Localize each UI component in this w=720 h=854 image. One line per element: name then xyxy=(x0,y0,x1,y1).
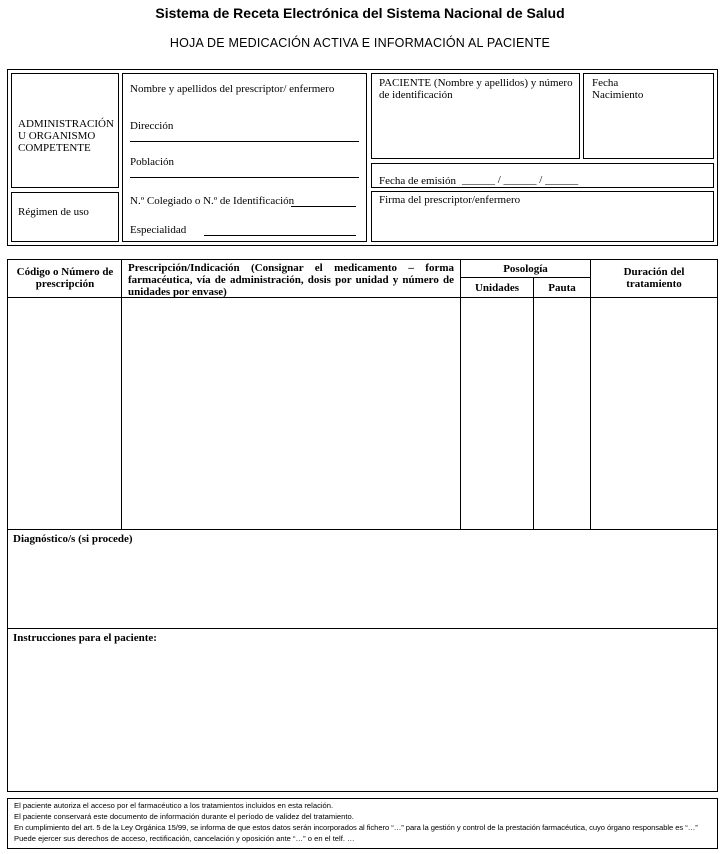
prescriber-name-label: Nombre y apellidos del prescriptor/ enfermero xyxy=(130,83,335,95)
footer-line: Puede ejercer sus derechos de acceso, rectificación, cancelación y oposición ante “…” o en el telf. … xyxy=(14,834,355,843)
table-col-divider xyxy=(121,260,122,530)
patient-box xyxy=(371,73,580,159)
col-duration-header: Duración del tratamiento xyxy=(623,266,685,290)
address-line xyxy=(130,141,359,142)
col-schedule-header: Pauta xyxy=(548,282,576,294)
issue-date-box xyxy=(371,163,714,188)
patient-label: PACIENTE (Nombre y apellidos) y número de identificación xyxy=(379,77,573,101)
document-title: Sistema de Receta Electrónica del Sistema Nacional de Salud xyxy=(155,5,565,21)
col-posology-header: Posología xyxy=(503,263,548,275)
city-line xyxy=(130,177,359,178)
col-units-header: Unidades xyxy=(474,282,520,294)
regimen-label: Régimen de uso xyxy=(18,206,89,218)
footer-line: El paciente autoriza el acceso por el farmacéutico a los tratamientos incluidos en esta relación. xyxy=(14,801,334,810)
table-col-divider xyxy=(590,260,591,530)
col-code-header: Código o Número de prescripción xyxy=(16,266,114,290)
city-label: Población xyxy=(130,156,174,168)
diagnosis-box xyxy=(7,529,718,629)
license-label: N.º Colegiado o N.º de Identificación xyxy=(130,195,295,207)
admin-box xyxy=(11,73,119,188)
footer-notes-box xyxy=(7,798,718,849)
prescriber-box xyxy=(122,73,367,242)
specialty-line xyxy=(204,235,356,236)
col-prescription-header: Prescripción/Indicación (Consignar el medicamento – forma farmacéutica, vía de administración, dosis por unidad y número de unidades por envase) xyxy=(128,262,454,298)
admin-label: ADMINISTRACIÓN U ORGANISMO COMPETENTE xyxy=(18,118,114,154)
instructions-label: Instrucciones para el paciente: xyxy=(13,632,157,644)
posology-divider xyxy=(460,277,590,278)
footer-line: En cumplimiento del art. 5 de la Ley Orgánica 15/99, se informa de que estos datos serán incorporados al fichero “…” para la gestión y control de la prestación farmacéutica, cuyo órgano responsable es “…” xyxy=(14,823,698,832)
issue-date-label: Fecha de emisión xyxy=(379,175,456,187)
instructions-box xyxy=(7,628,718,792)
birth-date-label-2: Nacimiento xyxy=(592,89,644,101)
diagnosis-label: Diagnóstico/s (si procede) xyxy=(13,533,133,545)
table-col-divider xyxy=(533,277,534,530)
license-line xyxy=(291,206,356,207)
birth-date-box xyxy=(583,73,714,159)
specialty-label: Especialidad xyxy=(130,224,187,236)
table-col-divider xyxy=(460,260,461,530)
regimen-box xyxy=(11,192,119,242)
document-subtitle: HOJA DE MEDICACIÓN ACTIVA E INFORMACIÓN AL PACIENTE xyxy=(169,36,551,50)
birth-date-label-1: Fecha xyxy=(592,77,619,89)
signature-label: Firma del prescriptor/enfermero xyxy=(379,194,521,206)
prescription-table xyxy=(7,259,718,530)
address-label: Dirección xyxy=(130,120,174,132)
footer-line: El paciente conservará este documento de información durante el período de validez del tratamiento. xyxy=(14,812,354,821)
issue-date-blanks: ______ / ______ / ______ xyxy=(462,174,579,186)
signature-box xyxy=(371,191,714,242)
